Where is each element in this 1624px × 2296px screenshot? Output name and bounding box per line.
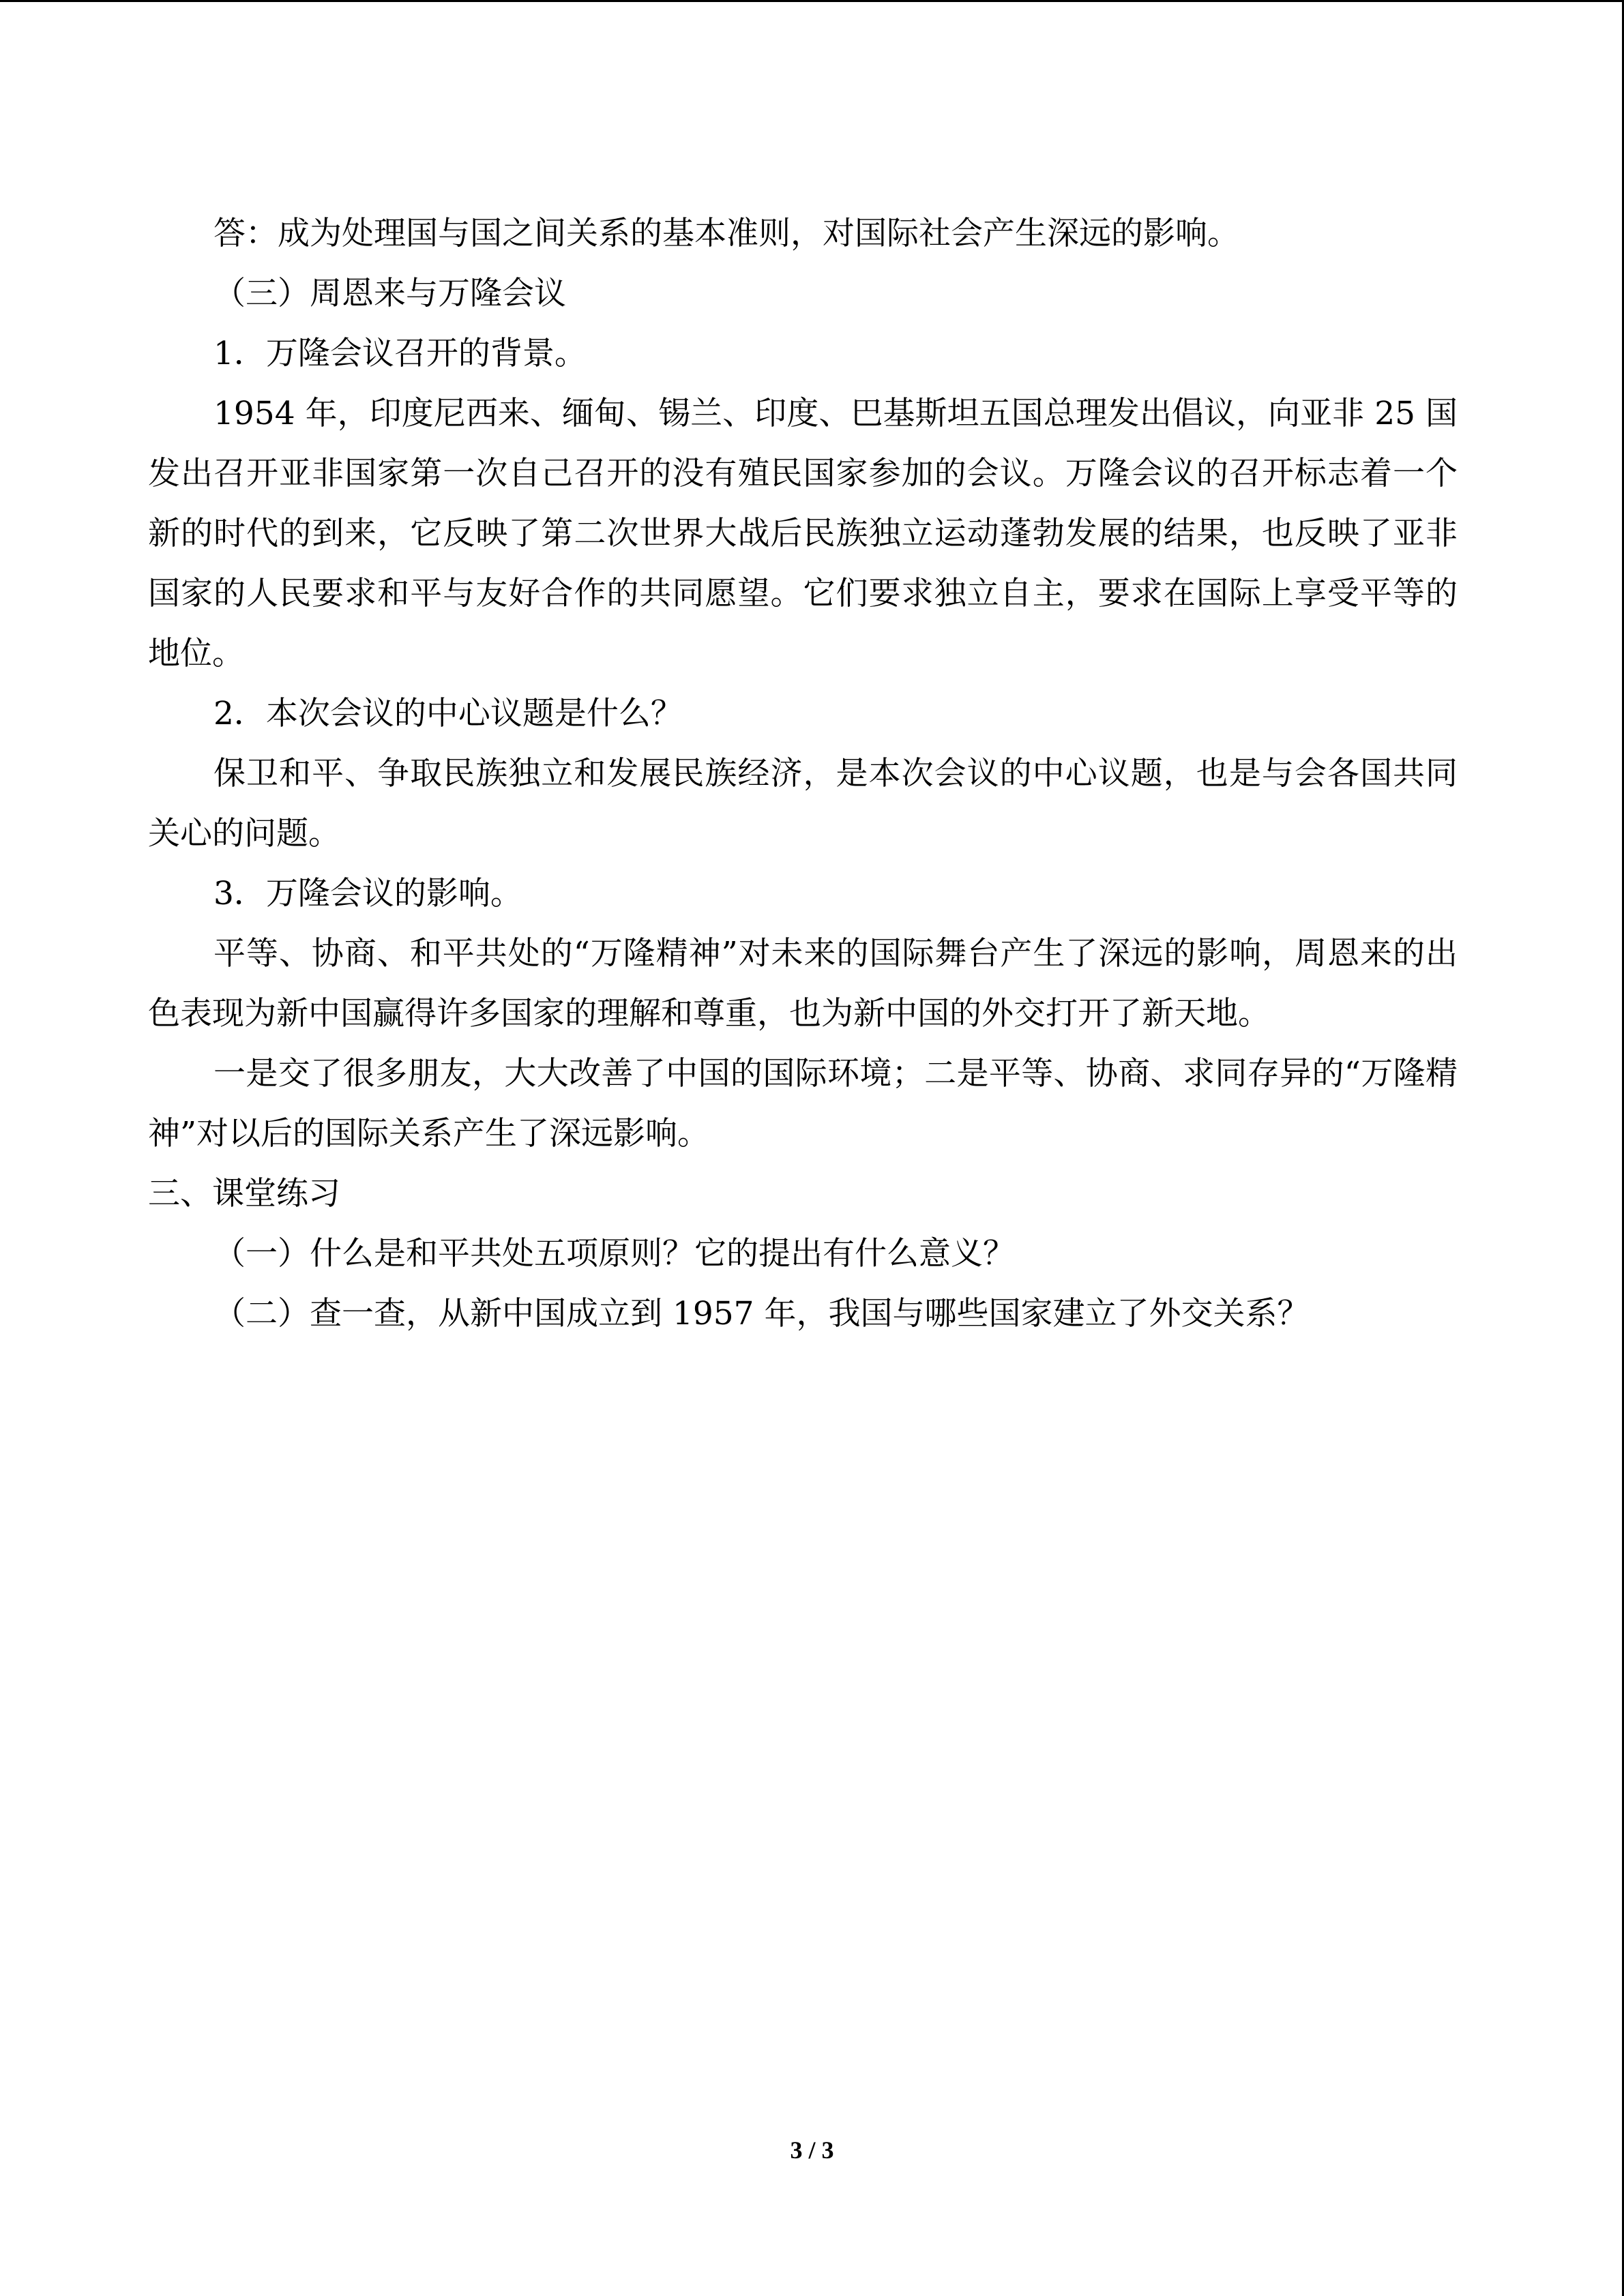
background-paragraph: 1954 年，印度尼西来、缅甸、锡兰、印度、巴基斯坦五国总理发出倡议，向亚非 25 国发出召开亚非国家第一次自己召开的没有殖民国家参加的会议。万隆会议的召开标志着一个新的时代的到来，它反映了第二次世界大战后民族独立运动蓬勃发展的结果，也反映了亚非国家的人民要求和平与友好合作的共同愿望。它们要求独立自主，要求在国际上享受平等的地位。: [148, 395, 1458, 672]
influence-paragraph-1: 平等、协商、和平共处的“万隆精神”对未来的国际舞台产生了深远的影响，周恩来的出色表现为新中国赢得许多国家的理解和尊重，也为新中国的外交打开了新天地。: [148, 935, 1458, 1032]
subheading-central-topic: 2．本次会议的中心议题是什么？: [213, 695, 683, 732]
subheading-influence: 3．万隆会议的影响。: [213, 875, 522, 912]
central-topic-paragraph: 保卫和平、争取民族独立和发展民族经济，是本次会议的中心议题，也是与会各国共同关心的问题。: [148, 755, 1458, 852]
exercise-question-1: （一）什么是和平共处五项原则？它的提出有什么意义？: [213, 1235, 1015, 1272]
page-number: 3 / 3: [790, 2136, 834, 2164]
influence-paragraph-2: 一是交了很多朋友，大大改善了中国的国际环境；二是平等、协商、求同存异的“万隆精神”对以后的国际关系产生了深远影响。: [148, 1055, 1458, 1152]
exercise-question-2: （二）查一查，从新中国成立到 1957 年，我国与哪些国家建立了外交关系？: [213, 1295, 1310, 1332]
section-heading-zhou-enlai-bandung: （三）周恩来与万隆会议: [213, 275, 566, 312]
answer-paragraph: 答：成为处理国与国之间关系的基本准则，对国际社会产生深远的影响。: [213, 215, 1239, 252]
section-heading-classroom-exercise: 三、课堂练习: [148, 1175, 340, 1212]
subheading-background: 1．万隆会议召开的背景。: [213, 335, 587, 372]
document-body: [148, 204, 1458, 1344]
